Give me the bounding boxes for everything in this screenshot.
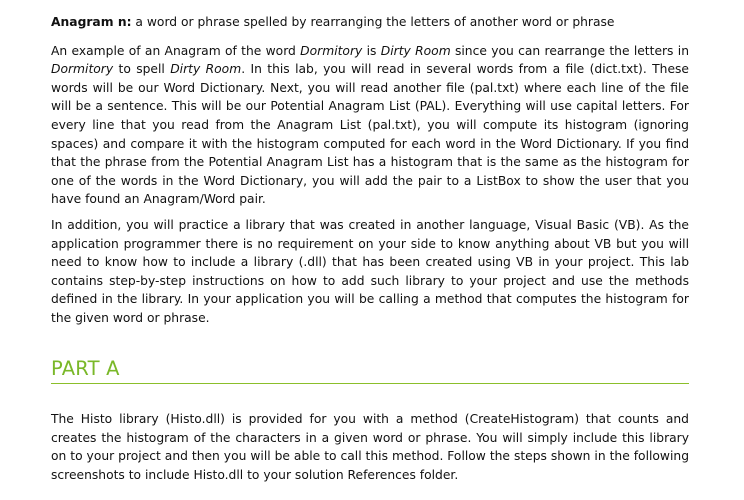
word-dirty-room: Dirty Room: [380, 43, 451, 58]
part-a-title: PART A: [51, 357, 120, 380]
intro-text: since you can rearrange the letters in: [450, 43, 689, 58]
part-a-paragraph: The Histo library (Histo.dll) is provided for you with a method (CreateHistogram) that counts and creates the histogram of the characters in a given word or phrase. You will simply include this library on to your project and then you will be able to call this method. Follow the steps shown in the following screenshots to include Histo.dll to your solution References folder.: [51, 412, 689, 482]
word-dormitory: Dormitory: [300, 43, 363, 58]
part-a-section: [51, 410, 689, 484]
intro-text: is: [362, 43, 381, 58]
library-paragraph: In addition, you will practice a library that was created in another language, Visual Basic (VB). As the application programmer there is no requirement on your side to know anything about VB but you will need to know how to include a library (.dll) that has been created using VB in your project. This lab contains step-by-step instructions on how to add such library to your project and use the methods defined in the library. In your application you will be calling a method that computes the histogram for the given word or phrase.: [51, 217, 689, 325]
word-dormitory: Dormitory: [51, 62, 114, 77]
part-a-heading: [51, 355, 689, 384]
document-body: [51, 0, 689, 328]
word-dirty-room: Dirty Room: [170, 62, 242, 77]
intro-text: to spell: [113, 62, 171, 77]
definition: [51, 13, 689, 32]
intro-text: An example of an Anagram of the word: [51, 43, 301, 58]
definition-term: Anagram n:: [51, 15, 132, 29]
intro-text: . In this lab, you will read in several words from a file (dict.txt). These words will be our Word Dictionary. Next, you will read another file (pal.txt) where each line of the file will be a sentence. This will be our Potential Anagram List (PAL). Everything will use capital letters. For every line that you read from the Anagram List (pal.txt), you will compute its histogram (ignoring spaces) and compare it with the histogram computed for each word in the Word Dictionary. If you find that the phrase from the Potential Anagram List has a histogram that is the same as the histogram for one of the words in the Word Dictionary, you will add the pair to a ListBox to show the user that you have found an Anagram/Word pair.: [51, 62, 689, 207]
definition-text: a word or phrase spelled by rearranging the letters of another word or phrase: [131, 15, 615, 29]
intro-paragraph: [51, 42, 689, 209]
